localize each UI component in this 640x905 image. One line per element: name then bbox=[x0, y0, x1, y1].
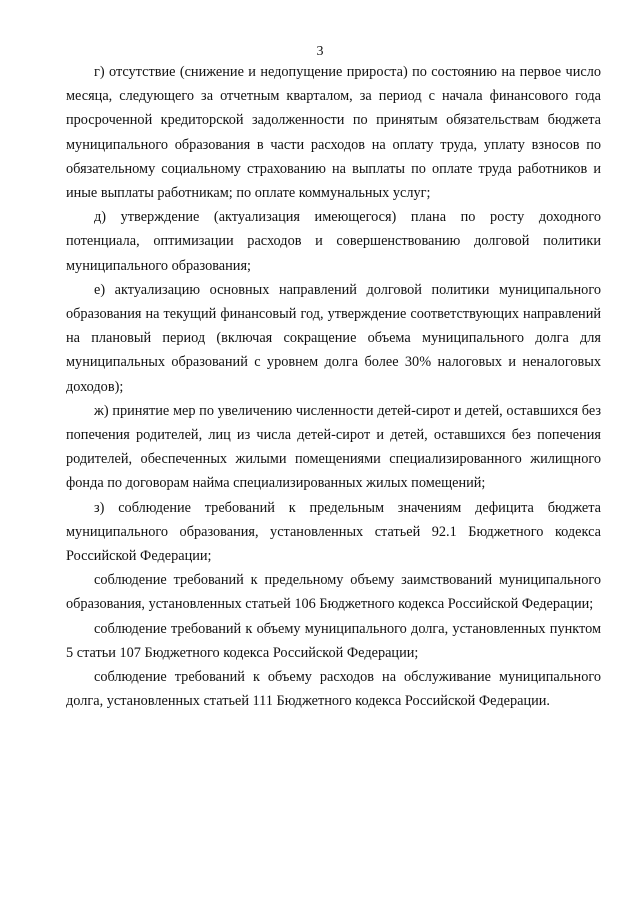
paragraph-borrowing-limits: соблюдение требований к предельному объему заимствований муниципального образования, установленных статьей 106 Бюджетного кодекса Российской Федерации; bbox=[66, 572, 601, 613]
paragraph-d: д) утверждение (актуализация имеющегося) плана по росту доходного потенциала, оптимизации расходов и совершенствованию долговой политики муниципального образования; bbox=[66, 209, 601, 274]
document-body bbox=[66, 60, 601, 713]
page-number: 3 bbox=[316, 44, 324, 59]
paragraph-g: г) отсутствие (снижение и недопущение прироста) по состоянию на первое число месяца, следующего за отчетным кварталом, за период с начала финансового года просроченной кредиторской задолженности по принятым обязательствам бюджета муниципального образования в части расходов на оплату труда, уплату взносов по обязательному социальному страхованию на выплаты по оплате труда работников и иные выплаты работникам; по оплате коммунальных услуг; bbox=[66, 64, 601, 202]
paragraph-z: з) соблюдение требований к предельным значениям дефицита бюджета муниципального образования, установленных статьей 92.1 Бюджетного кодекса Российской Федерации; bbox=[66, 499, 601, 565]
paragraph-e: е) актуализацию основных направлений долговой политики муниципального образования на текущий финансовый год, утверждение соответствующих направлений на плановый период (включая сокращение объема муниципального долга для муниципальных образований с уровнем долга более 30% налоговых и неналоговых доходов); bbox=[66, 281, 601, 395]
paragraph-debt-volume: соблюдение требований к объему муниципального долга, установленных пунктом 5 статьи 107 Бюджетного кодекса Российской Федерации; bbox=[66, 620, 601, 661]
paragraph-zh: ж) принятие мер по увеличению численности детей-сирот и детей, оставшихся без попечения родителей, лиц из числа детей-сирот и детей, оставшихся без попечения родителей, обеспеченных жилыми помещениями специализированного жилищного фонда по договорам найма специализированных жилых помещений; bbox=[66, 402, 601, 492]
paragraph-debt-service: соблюдение требований к объему расходов на обслуживание муниципального долга, установленных статьей 111 Бюджетного кодекса Российской Федерации. bbox=[66, 669, 601, 710]
